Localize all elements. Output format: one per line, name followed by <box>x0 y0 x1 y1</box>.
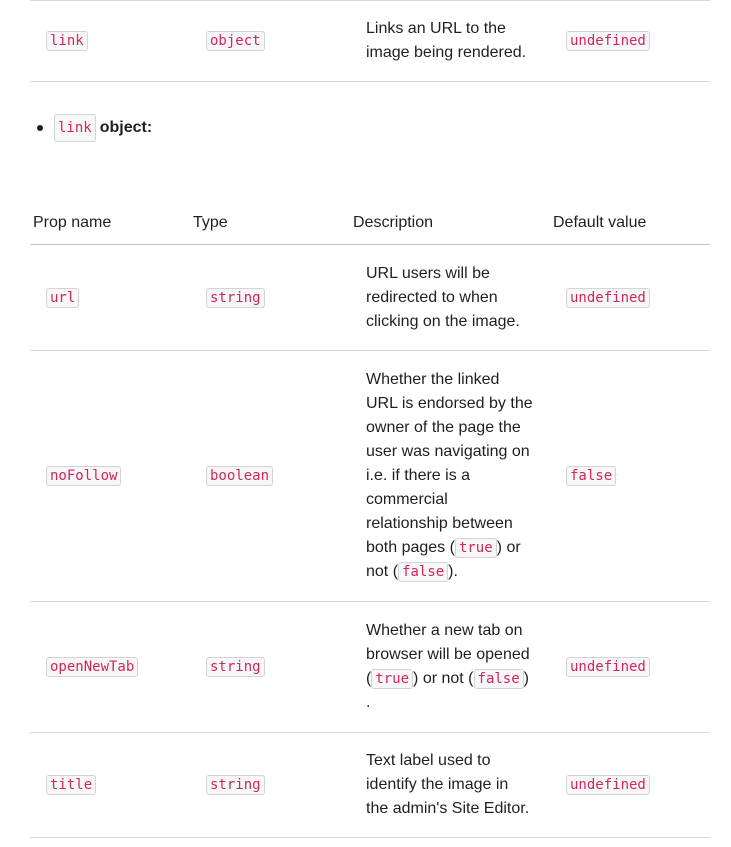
table-row <box>30 733 710 838</box>
description-text: Whether the linked URL is endorsed by the owner of the page the user was navigating on i.e. if there is a commercial relationship between both pages ( <box>366 371 533 556</box>
type-cell <box>190 1 350 82</box>
prop-cell <box>30 245 190 351</box>
default-cell <box>550 245 710 351</box>
prop-code: url <box>46 288 79 308</box>
header-prop-name: Prop name <box>30 202 190 245</box>
prop-cell <box>30 351 190 602</box>
description-text: ) . <box>366 670 529 711</box>
type-cell <box>190 351 350 602</box>
prop-cell <box>30 602 190 733</box>
header-description: Description <box>350 202 550 245</box>
bullet-code: link <box>54 114 96 142</box>
prop-cell <box>30 733 190 838</box>
type-cell <box>190 245 350 351</box>
bullet-label: object: <box>99 119 153 136</box>
default-code: false <box>566 466 616 486</box>
description-cell: Text label used to identify the image in the admin's Site Editor. <box>350 733 550 838</box>
description-cell <box>350 602 550 733</box>
top-props-table <box>30 0 710 82</box>
header-type: Type <box>190 202 350 245</box>
default-cell <box>550 733 710 838</box>
type-cell <box>190 733 350 838</box>
header-default-value: Default value <box>550 202 710 245</box>
header-row <box>30 202 710 245</box>
bullet-dot <box>37 125 43 131</box>
default-code: undefined <box>566 775 650 795</box>
type-cell <box>190 602 350 733</box>
prop-code: link <box>46 31 88 51</box>
link-object-bullet <box>30 114 152 142</box>
prop-code: title <box>46 775 96 795</box>
description-text: ) or not ( <box>366 539 521 580</box>
description-text: ) or not ( <box>413 670 474 687</box>
default-code: undefined <box>566 657 650 677</box>
description-cell <box>350 351 550 602</box>
default-cell <box>550 1 710 82</box>
prop-code: noFollow <box>46 466 121 486</box>
type-code: string <box>206 657 265 677</box>
description-cell: Links an URL to the image being rendered. <box>350 1 550 82</box>
table-row <box>30 245 710 351</box>
description-cell: URL users will be redirected to when clicking on the image. <box>350 245 550 351</box>
default-cell <box>550 351 710 602</box>
default-cell <box>550 602 710 733</box>
link-props-table-wrapper <box>30 202 710 838</box>
description-code-true: true <box>455 538 497 558</box>
default-code: undefined <box>566 288 650 308</box>
description-code-false: false <box>474 669 524 689</box>
type-code: object <box>206 31 265 51</box>
prop-code: openNewTab <box>46 657 138 677</box>
description-text: ). <box>448 563 458 580</box>
default-code: undefined <box>566 31 650 51</box>
table-row <box>30 351 710 602</box>
description-text: Whether a new tab on browser will be opened ( <box>366 622 530 687</box>
description-code-false: false <box>398 562 448 582</box>
type-code: string <box>206 775 265 795</box>
table-row <box>30 602 710 733</box>
type-code: boolean <box>206 466 273 486</box>
table-row <box>30 1 710 82</box>
link-props-table <box>30 202 710 838</box>
prop-cell <box>30 1 190 82</box>
top-table-wrapper <box>30 0 710 82</box>
type-code: string <box>206 288 265 308</box>
description-code-true: true <box>371 669 413 689</box>
